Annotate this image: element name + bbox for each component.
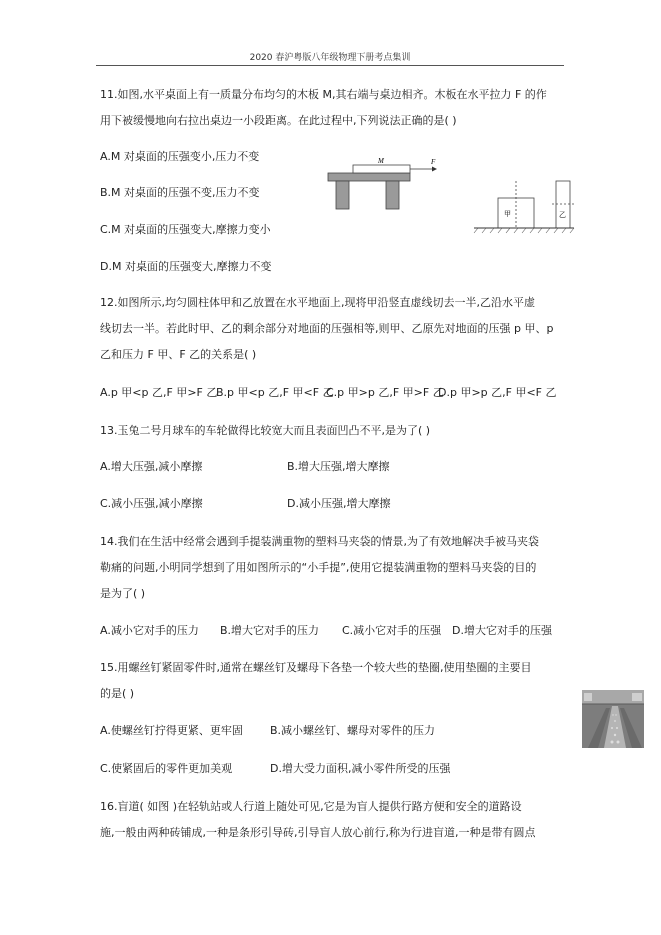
q11-option-b: B.M 对桌面的压强不变,压力不变 bbox=[100, 186, 260, 199]
q12-option-d: D.p 甲>p 乙,F 甲<F 乙 bbox=[438, 386, 557, 399]
table-leg-left bbox=[336, 181, 349, 209]
q14-stem-line2: 勒痛的问题,小明同学想到了用如图所示的“小手提”,使用它提装满重物的塑料马夹袋的目的 bbox=[100, 561, 537, 574]
q15-option-c: C.使紧固后的零件更加美观 bbox=[100, 762, 233, 775]
q14-stem-line1: 14.我们在生活中经常会遇到手提装满重物的塑料马夹袋的情景,为了有效地解决手被马夹袋 bbox=[100, 535, 539, 548]
q11-option-d: D.M 对桌面的压强变大,摩擦力不变 bbox=[100, 260, 272, 273]
q11-stem-line2: 用下被缓慢地向右拉出桌边一小段距离。在此过程中,下列说法正确的是( ) bbox=[100, 114, 457, 127]
header-rule bbox=[96, 65, 564, 66]
q14-stem-line3: 是为了( ) bbox=[100, 587, 146, 600]
q13-option-b: B.增大压强,增大摩擦 bbox=[287, 460, 390, 473]
force-arrow-head bbox=[432, 167, 437, 172]
cylinder-yi bbox=[556, 181, 570, 228]
yi-label: 乙 bbox=[559, 211, 566, 219]
q13-stem: 13.玉兔二号月球车的车轮做得比较宽大而且表面凹凸不平,是为了( ) bbox=[100, 424, 431, 437]
table-leg-right bbox=[386, 181, 399, 209]
tactile-paving-photo bbox=[582, 690, 644, 748]
q14-option-b: B.增大它对手的压力 bbox=[220, 624, 320, 637]
q13-options-row2 bbox=[100, 497, 570, 511]
q14-option-c: C.减小它对手的压强 bbox=[342, 624, 442, 637]
q12-stem-line3: 乙和压力 F 甲、F 乙的关系是( ) bbox=[100, 348, 257, 361]
q13-option-a: A.增大压强,减小摩擦 bbox=[100, 460, 203, 473]
q11-option-c: C.M 对桌面的压强变大,摩擦力变小 bbox=[100, 223, 271, 236]
page-header: 2020 春沪粤版八年级物理下册考点集训 bbox=[249, 53, 411, 63]
q15-options-row1 bbox=[100, 724, 570, 738]
q12-cylinders-figure bbox=[474, 176, 574, 236]
q12-option-c: C.p 甲>p 乙,F 甲>F 乙 bbox=[326, 386, 444, 399]
q13-option-c: C.减小压强,减小摩擦 bbox=[100, 497, 203, 510]
tabletop bbox=[328, 173, 410, 181]
q13-option-d: D.减小压强,增大摩擦 bbox=[287, 497, 391, 510]
jia-label: 甲 bbox=[504, 210, 511, 218]
q15-options-row2 bbox=[100, 762, 570, 776]
q12-option-b: B.p 甲<p 乙,F 甲<F 乙 bbox=[216, 386, 334, 399]
q16-stem-line2: 施,一般由两种砖铺成,一种是条形引导砖,引导盲人放心前行,称为行进盲道,一种是带有圆点 bbox=[100, 826, 536, 839]
q12-stem-line1: 12.如图所示,均匀圆柱体甲和乙放置在水平地面上,现将甲沿竖直虚线切去一半,乙沿水平虚 bbox=[100, 296, 535, 309]
ground-hatch bbox=[474, 228, 574, 233]
board-m-label: M bbox=[378, 157, 384, 165]
tactile-paving-illustration bbox=[582, 690, 644, 748]
q12-option-a: A.p 甲<p 乙,F 甲>F 乙 bbox=[100, 386, 218, 399]
q15-stem-line1: 15.用螺丝钉紧固零件时,通常在螺丝钉及螺母下各垫一个较大些的垫圈,使用垫圈的主要目 bbox=[100, 661, 532, 674]
force-label: F bbox=[431, 158, 436, 166]
q16-stem-line1: 16.盲道( 如图 )在轻轨站或人行道上随处可见,它是为盲人提供行路方便和安全的道路设 bbox=[100, 800, 522, 813]
q15-stem-line2: 的是( ) bbox=[100, 687, 135, 700]
q14-option-d: D.增大它对手的压强 bbox=[452, 624, 552, 637]
board-m bbox=[353, 165, 410, 173]
q15-option-d: D.增大受力面积,减小零件所受的压强 bbox=[270, 762, 451, 775]
q15-option-a: A.使螺丝钉拧得更紧、更牢固 bbox=[100, 724, 243, 737]
q11-table-figure bbox=[320, 157, 450, 215]
q13-options-row1 bbox=[100, 460, 570, 474]
q14-option-a: A.减小它对手的压力 bbox=[100, 624, 199, 637]
q12-stem-line2: 线切去一半。若此时甲、乙的剩余部分对地面的压强相等,则甲、乙原先对地面的压强 p 甲、p bbox=[100, 322, 554, 335]
q11-stem-line1: 11.如图,水平桌面上有一质量分布均匀的木板 M,其右端与桌边相齐。木板在水平拉力 F 的作 bbox=[100, 88, 547, 101]
q14-options-row bbox=[100, 624, 570, 638]
q11-option-a: A.M 对桌面的压强变小,压力不变 bbox=[100, 150, 260, 163]
q15-option-b: B.减小螺丝钉、螺母对零件的压力 bbox=[270, 724, 436, 737]
q12-options-row bbox=[100, 386, 570, 400]
